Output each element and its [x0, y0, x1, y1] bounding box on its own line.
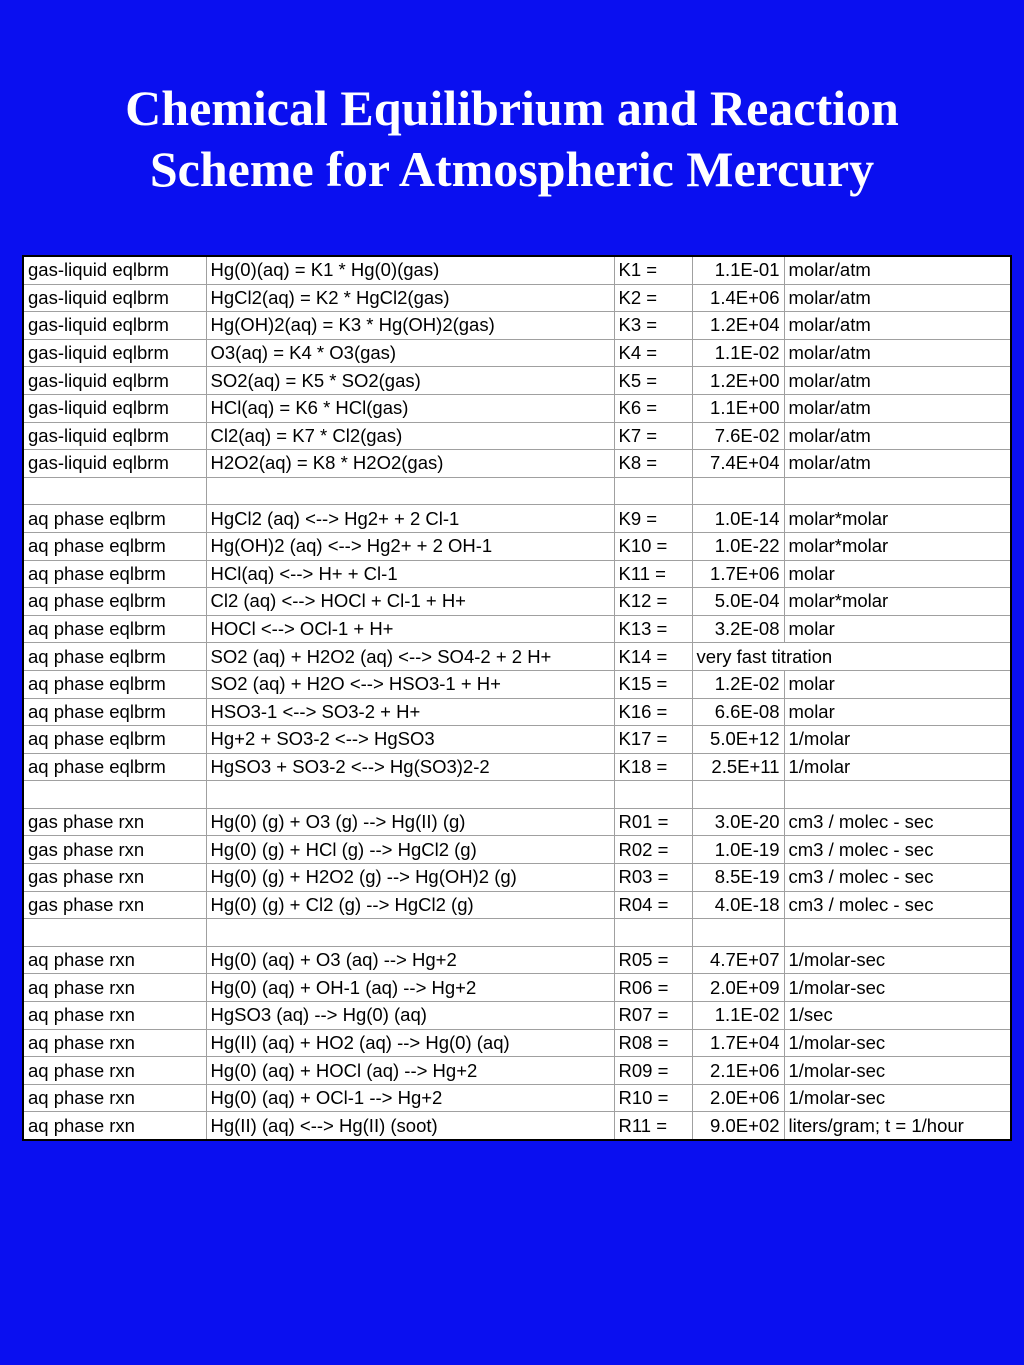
cell-units: molar*molar	[784, 505, 1010, 533]
cell-type: aq phase rxn	[24, 974, 206, 1002]
slide-title-line-1: Chemical Equilibrium and Reaction	[125, 80, 899, 136]
cell-constant-name: K9 =	[614, 505, 692, 533]
table-row	[24, 753, 1010, 781]
table-row	[24, 615, 1010, 643]
cell-type: gas-liquid eqlbrm	[24, 284, 206, 312]
cell-value: 1.2E+00	[692, 367, 784, 395]
equilibrium-table	[22, 255, 1012, 1141]
table-row	[24, 394, 1010, 422]
cell-value: 1.0E-19	[692, 836, 784, 864]
cell-constant-name	[614, 781, 692, 809]
cell-value: 1.1E-01	[692, 257, 784, 284]
cell-reaction: HOCl <--> OCl-1 + H+	[206, 615, 614, 643]
cell-type: aq phase eqlbrm	[24, 588, 206, 616]
cell-reaction: Hg(0) (g) + Cl2 (g) --> HgCl2 (g)	[206, 891, 614, 919]
cell-reaction: SO2(aq) = K5 * SO2(gas)	[206, 367, 614, 395]
cell-type: gas-liquid eqlbrm	[24, 394, 206, 422]
cell-value: 1.1E+00	[692, 394, 784, 422]
slide-title-line-2: Scheme for Atmospheric Mercury	[149, 141, 875, 197]
cell-constant-name: K14 =	[614, 643, 692, 671]
cell-type: aq phase eqlbrm	[24, 643, 206, 671]
cell-reaction: Hg(OH)2(aq) = K3 * Hg(OH)2(gas)	[206, 312, 614, 340]
cell-units: 1/molar-sec	[784, 974, 1010, 1002]
table-row	[24, 726, 1010, 754]
cell-reaction: Hg(II) (aq) <--> Hg(II) (soot)	[206, 1112, 614, 1139]
table-body	[24, 257, 1010, 1139]
cell-reaction: Hg(0)(aq) = K1 * Hg(0)(gas)	[206, 257, 614, 284]
cell-units: 1/molar	[784, 726, 1010, 754]
cell-units: cm3 / molec - sec	[784, 891, 1010, 919]
cell-units: molar*molar	[784, 588, 1010, 616]
cell-units: 1/sec	[784, 1002, 1010, 1030]
table-row	[24, 312, 1010, 340]
cell-type: aq phase eqlbrm	[24, 726, 206, 754]
cell-constant-name: K11 =	[614, 560, 692, 588]
cell-note: very fast titration	[692, 643, 1010, 671]
cell-type: aq phase eqlbrm	[24, 753, 206, 781]
cell-constant-name: K4 =	[614, 339, 692, 367]
cell-constant-name: R06 =	[614, 974, 692, 1002]
cell-units: molar/atm	[784, 394, 1010, 422]
cell-reaction: SO2 (aq) + H2O2 (aq) <--> SO4-2 + 2 H+	[206, 643, 614, 671]
table-row	[24, 808, 1010, 836]
cell-constant-name: R04 =	[614, 891, 692, 919]
cell-reaction	[206, 919, 614, 947]
cell-value: 7.6E-02	[692, 422, 784, 450]
cell-constant-name: K15 =	[614, 670, 692, 698]
cell-reaction: HCl(aq) = K6 * HCl(gas)	[206, 394, 614, 422]
cell-constant-name: K3 =	[614, 312, 692, 340]
cell-value: 1.7E+04	[692, 1029, 784, 1057]
cell-value: 9.0E+02	[692, 1112, 784, 1139]
cell-reaction: Hg(0) (aq) + HOCl (aq) --> Hg+2	[206, 1057, 614, 1085]
cell-value: 1.0E-22	[692, 532, 784, 560]
table-row	[24, 919, 1010, 947]
table-row	[24, 367, 1010, 395]
table-row	[24, 946, 1010, 974]
cell-units: molar	[784, 670, 1010, 698]
cell-units: cm3 / molec - sec	[784, 808, 1010, 836]
cell-reaction: HgSO3 + SO3-2 <--> Hg(SO3)2-2	[206, 753, 614, 781]
cell-type: aq phase rxn	[24, 1057, 206, 1085]
cell-type: aq phase rxn	[24, 1029, 206, 1057]
cell-value: 1.4E+06	[692, 284, 784, 312]
cell-units	[784, 781, 1010, 809]
table-row	[24, 781, 1010, 809]
table-row	[24, 891, 1010, 919]
cell-reaction: Hg(0) (g) + HCl (g) --> HgCl2 (g)	[206, 836, 614, 864]
cell-value: 1.2E-02	[692, 670, 784, 698]
cell-units: molar/atm	[784, 257, 1010, 284]
cell-units: molar	[784, 698, 1010, 726]
table-row	[24, 588, 1010, 616]
cell-reaction: Hg+2 + SO3-2 <--> HgSO3	[206, 726, 614, 754]
cell-reaction: O3(aq) = K4 * O3(gas)	[206, 339, 614, 367]
cell-value: 4.7E+07	[692, 946, 784, 974]
cell-units: liters/gram; t = 1/hour	[788, 1114, 964, 1136]
cell-type: aq phase eqlbrm	[24, 505, 206, 533]
table-row	[24, 836, 1010, 864]
slide-title	[0, 78, 1024, 200]
cell-units: molar*molar	[784, 532, 1010, 560]
cell-constant-name: K2 =	[614, 284, 692, 312]
cell-value: 8.5E-19	[692, 864, 784, 892]
cell-units: molar	[784, 615, 1010, 643]
cell-type: gas-liquid eqlbrm	[24, 422, 206, 450]
cell-units	[784, 477, 1010, 505]
cell-constant-name: K5 =	[614, 367, 692, 395]
cell-value: 2.0E+09	[692, 974, 784, 1002]
cell-reaction: Hg(II) (aq) + HO2 (aq) --> Hg(0) (aq)	[206, 1029, 614, 1057]
cell-reaction: Cl2 (aq) <--> HOCl + Cl-1 + H+	[206, 588, 614, 616]
cell-value: 3.2E-08	[692, 615, 784, 643]
cell-constant-name: K10 =	[614, 532, 692, 560]
table-row	[24, 1084, 1010, 1112]
cell-value: 2.1E+06	[692, 1057, 784, 1085]
cell-units: molar/atm	[784, 450, 1010, 478]
cell-type	[24, 781, 206, 809]
cell-reaction: HgCl2 (aq) <--> Hg2+ + 2 Cl-1	[206, 505, 614, 533]
cell-type: gas phase rxn	[24, 864, 206, 892]
table-row	[24, 450, 1010, 478]
cell-reaction: Cl2(aq) = K7 * Cl2(gas)	[206, 422, 614, 450]
cell-value: 3.0E-20	[692, 808, 784, 836]
cell-constant-name: R11 =	[614, 1112, 692, 1139]
table-row	[24, 643, 1010, 671]
cell-type: aq phase eqlbrm	[24, 615, 206, 643]
cell-constant-name: K13 =	[614, 615, 692, 643]
table-row	[24, 698, 1010, 726]
cell-reaction: Hg(0) (aq) + O3 (aq) --> Hg+2	[206, 946, 614, 974]
cell-value	[692, 477, 784, 505]
cell-units: 1/molar-sec	[784, 1029, 1010, 1057]
cell-constant-name: R10 =	[614, 1084, 692, 1112]
cell-units: cm3 / molec - sec	[784, 836, 1010, 864]
cell-constant-name: R01 =	[614, 808, 692, 836]
table-row	[24, 284, 1010, 312]
cell-type: aq phase rxn	[24, 1112, 206, 1139]
cell-value	[692, 781, 784, 809]
cell-type	[24, 477, 206, 505]
cell-type: aq phase eqlbrm	[24, 670, 206, 698]
table-row	[24, 477, 1010, 505]
table-row	[24, 560, 1010, 588]
cell-reaction	[206, 781, 614, 809]
cell-reaction: HSO3-1 <--> SO3-2 + H+	[206, 698, 614, 726]
cell-value: 1.1E-02	[692, 1002, 784, 1030]
table-row	[24, 864, 1010, 892]
cell-type: gas-liquid eqlbrm	[24, 450, 206, 478]
table-row	[24, 670, 1010, 698]
cell-units: 1/molar-sec	[784, 946, 1010, 974]
cell-constant-name: K1 =	[614, 257, 692, 284]
cell-units: molar	[784, 560, 1010, 588]
cell-type: gas phase rxn	[24, 808, 206, 836]
table-row	[24, 974, 1010, 1002]
cell-value: 4.0E-18	[692, 891, 784, 919]
cell-reaction: Hg(0) (aq) + OCl-1 --> Hg+2	[206, 1084, 614, 1112]
table-row	[24, 422, 1010, 450]
cell-units: molar/atm	[784, 312, 1010, 340]
cell-reaction: Hg(0) (g) + O3 (g) --> Hg(II) (g)	[206, 808, 614, 836]
cell-value: 1.2E+04	[692, 312, 784, 340]
cell-reaction	[206, 477, 614, 505]
cell-units: molar/atm	[784, 367, 1010, 395]
cell-constant-name: K16 =	[614, 698, 692, 726]
cell-type: aq phase rxn	[24, 1084, 206, 1112]
cell-constant-name: R07 =	[614, 1002, 692, 1030]
cell-value: 5.0E+12	[692, 726, 784, 754]
cell-type: gas-liquid eqlbrm	[24, 257, 206, 284]
cell-constant-name: K12 =	[614, 588, 692, 616]
cell-constant-name: K7 =	[614, 422, 692, 450]
cell-value: 1.7E+06	[692, 560, 784, 588]
cell-type: gas-liquid eqlbrm	[24, 367, 206, 395]
table-row	[24, 1112, 1010, 1139]
cell-constant-name: R09 =	[614, 1057, 692, 1085]
cell-reaction: Hg(OH)2 (aq) <--> Hg2+ + 2 OH-1	[206, 532, 614, 560]
cell-constant-name	[614, 919, 692, 947]
cell-constant-name: R03 =	[614, 864, 692, 892]
table-row	[24, 1029, 1010, 1057]
cell-reaction: HgCl2(aq) = K2 * HgCl2(gas)	[206, 284, 614, 312]
cell-units: molar/atm	[784, 339, 1010, 367]
cell-constant-name	[614, 477, 692, 505]
cell-type: gas-liquid eqlbrm	[24, 312, 206, 340]
cell-reaction: Hg(0) (aq) + OH-1 (aq) --> Hg+2	[206, 974, 614, 1002]
cell-units: cm3 / molec - sec	[784, 864, 1010, 892]
cell-type	[24, 919, 206, 947]
cell-units: 1/molar-sec	[784, 1057, 1010, 1085]
cell-reaction: SO2 (aq) + H2O <--> HSO3-1 + H+	[206, 670, 614, 698]
cell-units: molar/atm	[784, 284, 1010, 312]
table-row	[24, 505, 1010, 533]
cell-value: 2.5E+11	[692, 753, 784, 781]
cell-type: gas phase rxn	[24, 836, 206, 864]
table-row	[24, 1002, 1010, 1030]
cell-constant-name: K17 =	[614, 726, 692, 754]
cell-reaction: H2O2(aq) = K8 * H2O2(gas)	[206, 450, 614, 478]
cell-value: 2.0E+06	[692, 1084, 784, 1112]
cell-units: 1/molar-sec	[784, 1084, 1010, 1112]
cell-units: molar/atm	[784, 422, 1010, 450]
table-row	[24, 1057, 1010, 1085]
cell-value: 6.6E-08	[692, 698, 784, 726]
cell-constant-name: K18 =	[614, 753, 692, 781]
cell-constant-name: R02 =	[614, 836, 692, 864]
cell-value: 5.0E-04	[692, 588, 784, 616]
cell-value	[692, 919, 784, 947]
cell-type: aq phase rxn	[24, 1002, 206, 1030]
cell-type: aq phase eqlbrm	[24, 532, 206, 560]
cell-value: 7.4E+04	[692, 450, 784, 478]
cell-type: aq phase eqlbrm	[24, 560, 206, 588]
cell-type: aq phase rxn	[24, 946, 206, 974]
cell-constant-name: R08 =	[614, 1029, 692, 1057]
cell-reaction: Hg(0) (g) + H2O2 (g) --> Hg(OH)2 (g)	[206, 864, 614, 892]
table-row	[24, 339, 1010, 367]
cell-constant-name: R05 =	[614, 946, 692, 974]
cell-constant-name: K6 =	[614, 394, 692, 422]
cell-type: aq phase eqlbrm	[24, 698, 206, 726]
table-row	[24, 257, 1010, 284]
cell-type: gas-liquid eqlbrm	[24, 339, 206, 367]
cell-value: 1.0E-14	[692, 505, 784, 533]
cell-value: 1.1E-02	[692, 339, 784, 367]
cell-units	[784, 919, 1010, 947]
table-row	[24, 532, 1010, 560]
cell-reaction: HCl(aq) <--> H+ + Cl-1	[206, 560, 614, 588]
cell-units: 1/molar	[784, 753, 1010, 781]
cell-reaction: HgSO3 (aq) --> Hg(0) (aq)	[206, 1002, 614, 1030]
cell-constant-name: K8 =	[614, 450, 692, 478]
cell-type: gas phase rxn	[24, 891, 206, 919]
